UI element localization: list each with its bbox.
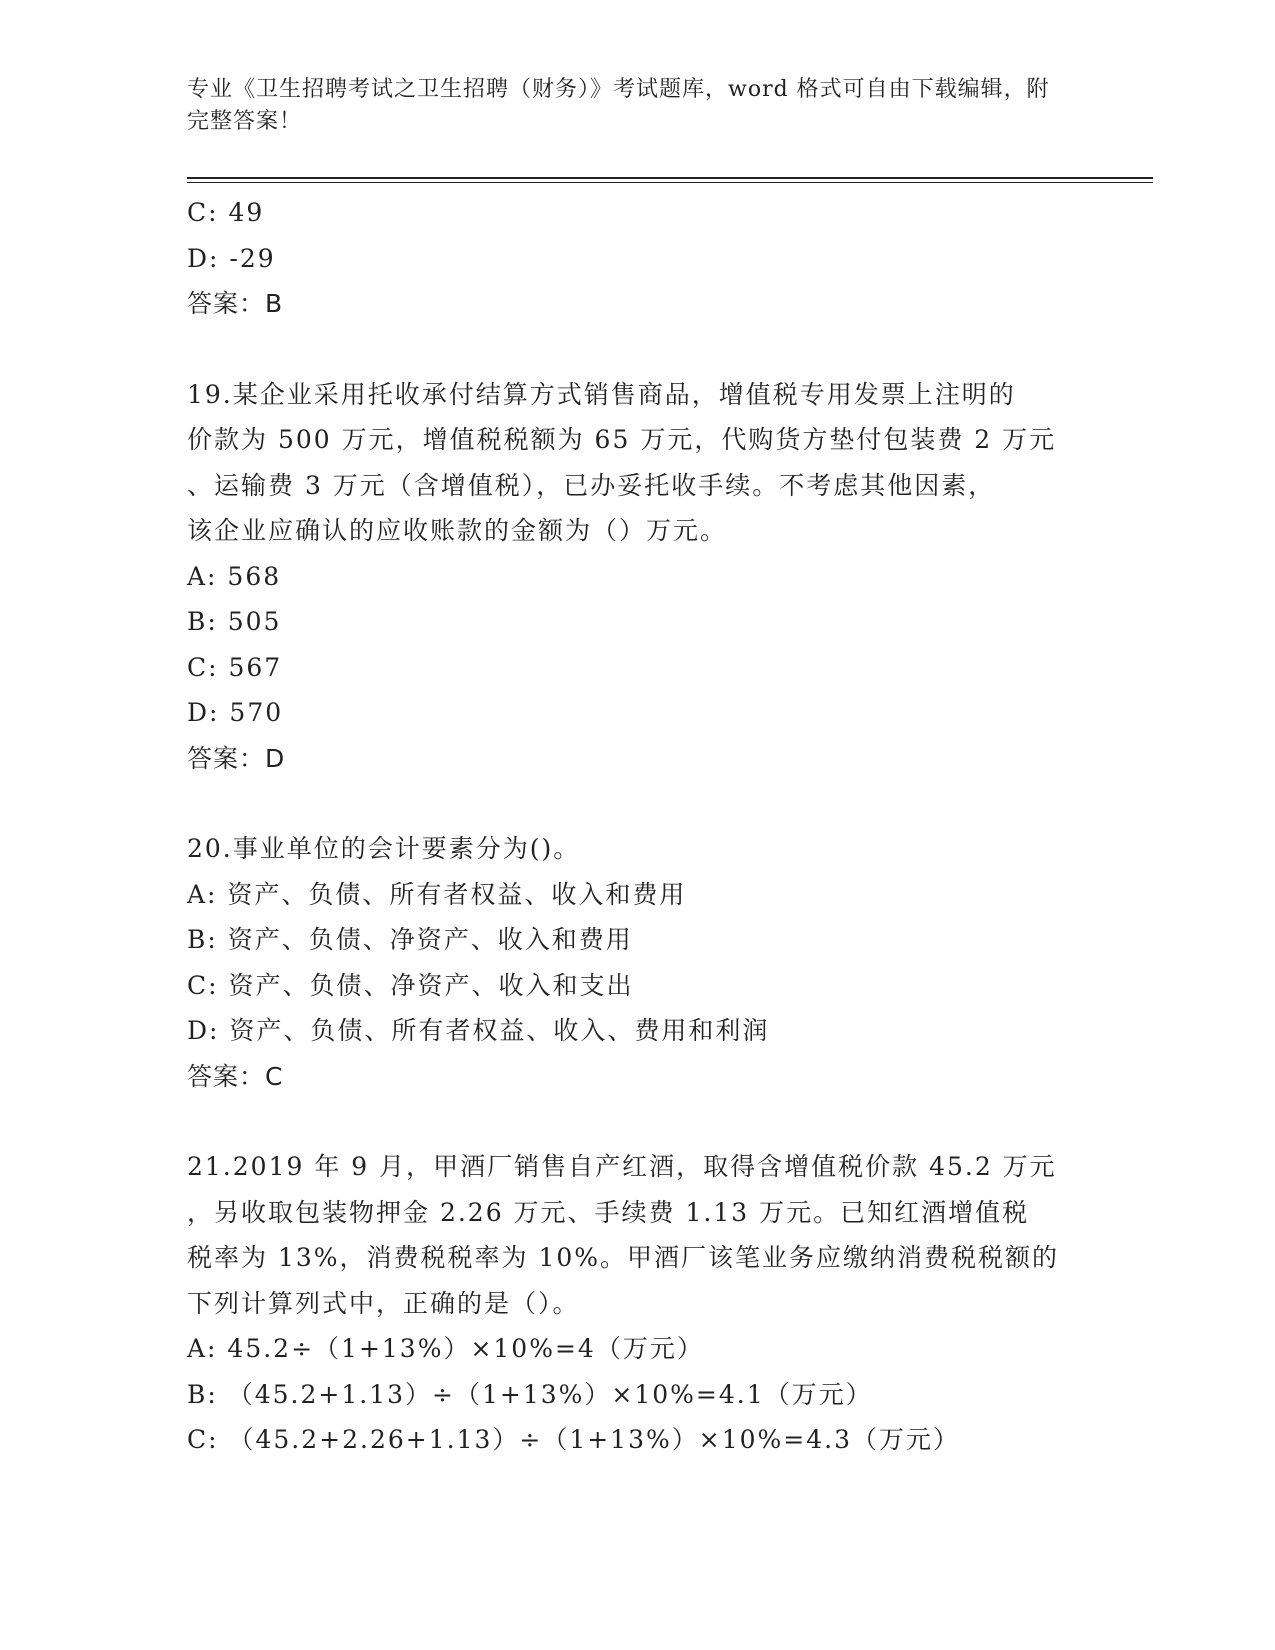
option-c: C: 49 <box>187 198 265 227</box>
answer-line: 答案：D <box>187 743 286 773</box>
header-divider <box>187 177 1153 179</box>
question-stem: 价款为 500 万元，增值税税额为 65 万元，代购货方垫付包装费 2 万元 <box>187 425 1057 454</box>
option-a: A: 资产、负债、所有者权益、收入和费用 <box>187 879 687 909</box>
option-c: C: 567 <box>187 652 283 682</box>
question-stem: 20.事业单位的会计要素分为()。 <box>187 834 581 863</box>
question-stem: 、运输费 3 万元（含增值税），已办妥托收手续。不考虑其他因素， <box>187 470 996 500</box>
document-header: 专业《卫生招聘考试之卫生招聘（财务）》考试题库，word 格式可自由下载编辑，附完整答案！ <box>187 77 1050 134</box>
question-stem: 下列计算列式中，正确的是（）。 <box>187 1288 580 1318</box>
option-d: D: 资产、负债、所有者权益、收入、费用和利润 <box>187 1016 770 1045</box>
question-19 <box>187 372 1087 782</box>
header-divider-thin <box>187 182 1153 183</box>
answer-line: 答案：B <box>187 289 284 318</box>
option-d: D: 570 <box>187 698 284 727</box>
question-stem: 税率为 13%，消费税税率为 10%。甲酒厂该笔业务应缴纳消费税税额的 <box>187 1243 1060 1272</box>
option-c: C: 资产、负债、净资产、收入和支出 <box>187 970 634 1000</box>
question-stem: 该企业应确认的应收账款的金额为（）万元。 <box>187 516 728 545</box>
option-b: B: 资产、负债、净资产、收入和费用 <box>187 925 633 954</box>
question-stem: 21.2019 年 9 月，甲酒厂销售自产红酒，取得含增值税价款 45.2 万元 <box>187 1152 1057 1181</box>
option-b: B: （45.2+1.13）÷（1+13%）×10%=4.1（万元） <box>187 1379 873 1409</box>
option-c: C: （45.2+2.26+1.13）÷（1+13%）×10%=4.3（万元） <box>187 1425 960 1454</box>
question-21 <box>187 1144 1087 1463</box>
question-content <box>187 190 1087 1463</box>
option-a: A: 45.2÷（1+13%）×10%=4（万元） <box>187 1334 704 1363</box>
option-b: B: 505 <box>187 607 282 636</box>
question-20 <box>187 826 1087 1099</box>
answer-line: 答案：C <box>187 1061 284 1091</box>
option-d: D: -29 <box>187 243 276 273</box>
question-stem: 19.某企业采用托收承付结算方式销售商品，增值税专用发票上注明的 <box>187 379 1016 409</box>
option-a: A: 568 <box>187 561 282 591</box>
question-stem: ，另收取包装物押金 2.26 万元、手续费 1.13 万元。已知红酒增值税 <box>187 1197 1030 1227</box>
